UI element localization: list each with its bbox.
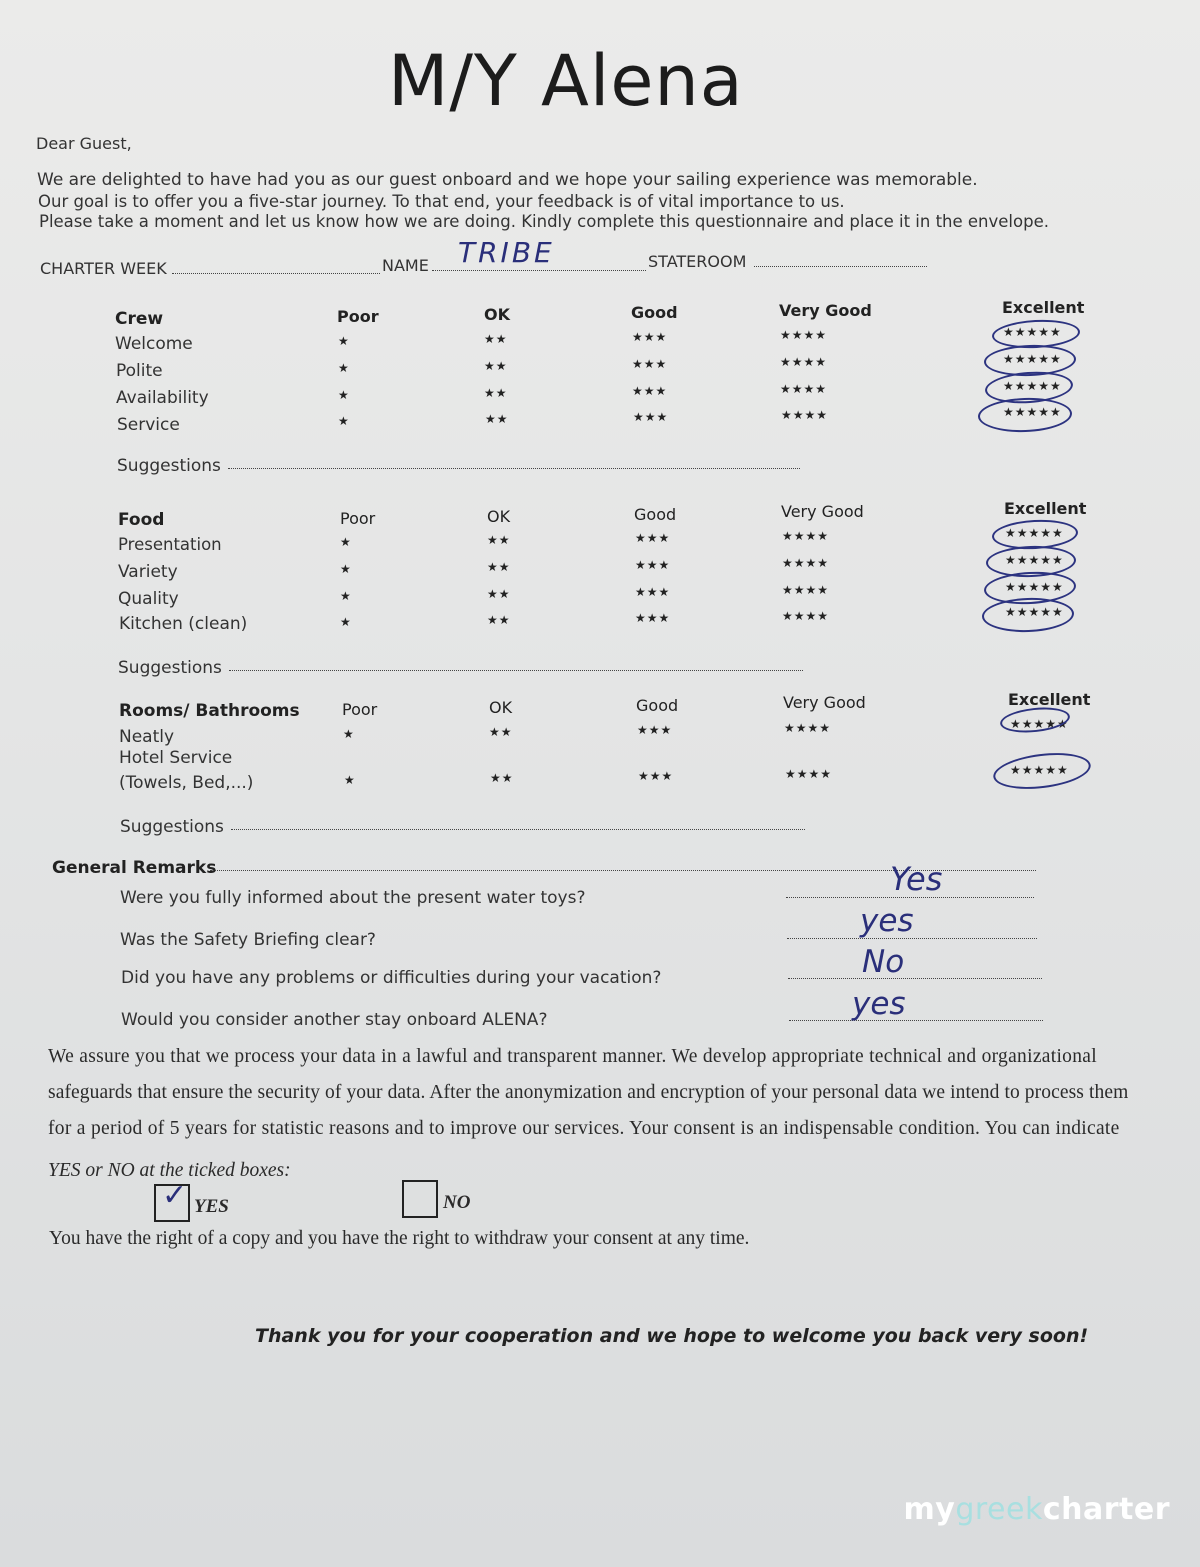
intro-line-3: Please take a moment and let us know how we are doing. Kindly complete this questionnaire and place it in the envelope. (39, 212, 1049, 231)
consent-rights-text: You have the right of a copy and you have the right to withdraw your consent at any time. (49, 1228, 750, 1249)
rating-4-star[interactable]: ★★★★ (780, 328, 828, 342)
rating-2-star[interactable]: ★★ (484, 359, 508, 373)
greeting: Dear Guest, (36, 134, 132, 153)
col-poor: Poor (337, 307, 379, 326)
rating-1-star[interactable]: ★ (340, 615, 352, 629)
answer-problems-handwritten: No (862, 944, 905, 980)
rating-2-star[interactable]: ★★ (490, 771, 514, 785)
question-water-toys: Were you fully informed about the present water toys? (120, 888, 586, 908)
crew-row-welcome: Welcome (115, 334, 193, 354)
col-good: Good (634, 505, 677, 524)
consent-yes-label: YES (194, 1196, 229, 1217)
rating-5-star[interactable]: ★★★★★ (1003, 352, 1062, 366)
rating-4-star[interactable]: ★★★★ (782, 583, 830, 597)
brand-charter: charter (1042, 1492, 1170, 1527)
rooms-row-neatly: Neatly (119, 727, 175, 747)
rating-5-star[interactable]: ★★★★★ (1010, 717, 1069, 731)
selection-circle-mark (991, 748, 1092, 794)
rating-3-star[interactable]: ★★★ (635, 558, 671, 572)
crew-row-service: Service (117, 415, 180, 435)
thank-you-message: Thank you for your cooperation and we hope to welcome you back very soon! (255, 1325, 1089, 1347)
consent-no-label: NO (443, 1192, 471, 1213)
rating-1-star[interactable]: ★ (338, 334, 350, 348)
selection-circle-mark (977, 396, 1072, 433)
rating-2-star[interactable]: ★★ (484, 332, 508, 346)
answer-line[interactable] (788, 978, 1042, 979)
col-ok: OK (489, 698, 513, 717)
col-excellent: Excellent (1004, 499, 1087, 518)
rating-3-star[interactable]: ★★★ (632, 330, 668, 344)
rating-5-star[interactable]: ★★★★★ (1005, 553, 1064, 567)
col-very-good: Very Good (779, 301, 872, 320)
consent-line-4: YES or NO at the ticked boxes: (48, 1160, 291, 1181)
rating-3-star[interactable]: ★★★ (637, 723, 673, 737)
rating-4-star[interactable]: ★★★★ (782, 609, 830, 623)
charter-week-label: CHARTER WEEK (40, 259, 167, 278)
rating-2-star[interactable]: ★★ (487, 533, 511, 547)
rating-2-star[interactable]: ★★ (485, 412, 509, 426)
col-very-good: Very Good (783, 693, 866, 712)
consent-line-1: We assure you that we process your data in a lawful and transparent manner. We develop appropriate technical and organizational (48, 1046, 1097, 1067)
rating-1-star[interactable]: ★ (344, 773, 356, 787)
charter-week-field[interactable] (172, 273, 380, 274)
stateroom-field[interactable] (754, 266, 927, 267)
checkmark-icon: ✓ (162, 1178, 188, 1213)
rooms-row-towels-bed: (Towels, Bed,...) (119, 773, 254, 793)
rating-5-star[interactable]: ★★★★★ (1005, 605, 1064, 619)
rating-3-star[interactable]: ★★★ (635, 585, 671, 599)
col-ok: OK (484, 305, 510, 324)
rooms-title: Rooms/ Bathrooms (119, 701, 300, 721)
food-suggestions-field[interactable] (229, 670, 803, 671)
rating-2-star[interactable]: ★★ (487, 613, 511, 627)
col-good: Good (636, 696, 679, 715)
rating-3-star[interactable]: ★★★ (633, 410, 669, 424)
rating-4-star[interactable]: ★★★★ (785, 767, 833, 781)
rating-4-star[interactable]: ★★★★ (781, 408, 829, 422)
food-title: Food (118, 510, 165, 530)
rating-5-star[interactable]: ★★★★★ (1005, 580, 1064, 594)
rating-5-star[interactable]: ★★★★★ (1005, 526, 1064, 540)
crew-title: Crew (115, 309, 164, 329)
name-label: NAME (382, 256, 429, 275)
crew-suggestions-field[interactable] (228, 468, 800, 469)
page-title: M/Y Alena (388, 40, 744, 122)
rating-4-star[interactable]: ★★★★ (780, 355, 828, 369)
question-problems: Did you have any problems or difficulties during your vacation? (121, 968, 662, 988)
rating-1-star[interactable]: ★ (340, 562, 352, 576)
rating-5-star[interactable]: ★★★★★ (1010, 763, 1069, 777)
answer-safety-briefing-handwritten: yes (860, 903, 914, 939)
consent-no-checkbox[interactable] (402, 1180, 438, 1218)
rating-2-star[interactable]: ★★ (487, 587, 511, 601)
consent-line-3: for a period of 5 years for statistic reasons and to improve our services. Your consent is an indispensable condition. You can indicate (48, 1118, 1120, 1139)
brand-my: my (903, 1492, 956, 1527)
col-poor: Poor (342, 700, 378, 719)
food-row-variety: Variety (118, 562, 178, 582)
rooms-suggestions-label: Suggestions (120, 817, 224, 837)
rating-5-star[interactable]: ★★★★★ (1003, 325, 1062, 339)
answer-water-toys-handwritten: Yes (890, 860, 943, 898)
rating-2-star[interactable]: ★★ (484, 386, 508, 400)
rating-2-star[interactable]: ★★ (487, 560, 511, 574)
question-safety-briefing: Was the Safety Briefing clear? (120, 930, 376, 950)
rating-4-star[interactable]: ★★★★ (780, 382, 828, 396)
rating-4-star[interactable]: ★★★★ (784, 721, 832, 735)
food-row-quality: Quality (118, 589, 179, 609)
intro-line-2: Our goal is to offer you a five-star journey. To that end, your feedback is of vital importance to us. (38, 192, 845, 211)
rating-5-star[interactable]: ★★★★★ (1003, 379, 1062, 393)
rooms-suggestions-field[interactable] (231, 829, 805, 830)
name-value-handwritten: TRIBE (458, 236, 555, 269)
col-good: Good (631, 303, 678, 322)
rating-1-star[interactable]: ★ (340, 535, 352, 549)
rating-3-star[interactable]: ★★★ (635, 611, 671, 625)
rating-1-star[interactable]: ★ (343, 727, 355, 741)
rating-3-star[interactable]: ★★★ (638, 769, 674, 783)
answer-line[interactable] (789, 1020, 1043, 1021)
rating-1-star[interactable]: ★ (338, 414, 350, 428)
brand-watermark-logo (903, 1492, 1170, 1527)
brand-greek: greek (955, 1492, 1043, 1527)
col-excellent: Excellent (1002, 298, 1085, 317)
rating-3-star[interactable]: ★★★ (632, 357, 668, 371)
crew-row-availability: Availability (116, 388, 209, 408)
answer-another-stay-handwritten: yes (852, 986, 906, 1022)
intro-line-1: We are delighted to have had you as our guest onboard and we hope your sailing experience was memorable. (37, 170, 978, 190)
rating-1-star[interactable]: ★ (340, 589, 352, 603)
rating-4-star[interactable]: ★★★★ (782, 556, 830, 570)
name-field[interactable] (432, 270, 646, 271)
rating-3-star[interactable]: ★★★ (635, 531, 671, 545)
stateroom-label: STATEROOM (648, 252, 747, 271)
rating-1-star[interactable]: ★ (338, 361, 350, 375)
crew-suggestions-label: Suggestions (117, 456, 221, 476)
col-ok: OK (487, 507, 511, 526)
col-very-good: Very Good (781, 502, 864, 521)
food-suggestions-label: Suggestions (118, 658, 222, 678)
rooms-row-hotel-service: Hotel Service (119, 748, 233, 768)
rating-2-star[interactable]: ★★ (489, 725, 513, 739)
food-row-presentation: Presentation (118, 535, 222, 554)
consent-yes-checkbox[interactable] (154, 1178, 190, 1222)
rating-1-star[interactable]: ★ (338, 388, 350, 402)
col-excellent: Excellent (1008, 690, 1091, 709)
rating-5-star[interactable]: ★★★★★ (1003, 405, 1062, 419)
col-poor: Poor (340, 509, 376, 528)
food-row-kitchen: Kitchen (clean) (119, 614, 248, 634)
rating-4-star[interactable]: ★★★★ (782, 529, 830, 543)
question-another-stay: Would you consider another stay onboard ALENA? (121, 1010, 548, 1030)
rating-3-star[interactable]: ★★★ (632, 384, 668, 398)
consent-line-2: safeguards that ensure the security of your data. After the anonymization and encryption of your personal data we intend to process them (48, 1082, 1129, 1103)
crew-row-polite: Polite (116, 361, 163, 381)
selection-circle-mark (981, 596, 1074, 633)
general-remarks-title: General Remarks (52, 858, 217, 878)
